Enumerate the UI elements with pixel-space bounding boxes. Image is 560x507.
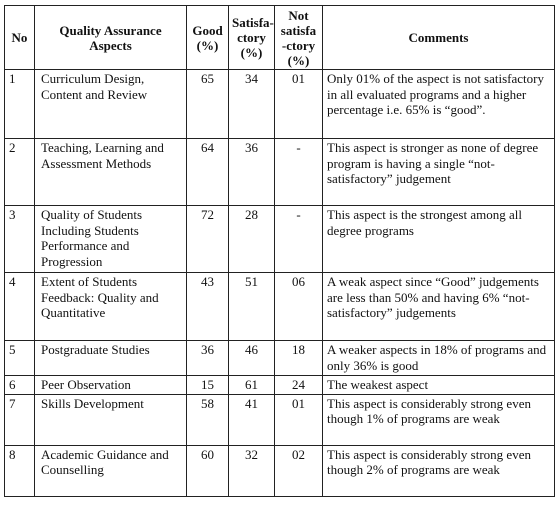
row-comment: This aspect is considerably strong even though 2% of programs are weak xyxy=(323,445,555,496)
row-number: 5 xyxy=(5,341,35,376)
row-comment: Only 01% of the aspect is not satisfactory in all evaluated programs and a higher percentage i.e. 65% is “good”. xyxy=(323,70,555,139)
table-row xyxy=(5,341,555,376)
table-row xyxy=(5,394,555,445)
row-satisfactory: 28 xyxy=(229,206,275,273)
row-good: 58 xyxy=(187,394,229,445)
row-number: 7 xyxy=(5,394,35,445)
row-good: 65 xyxy=(187,70,229,139)
row-aspect: Skills Development xyxy=(35,394,187,445)
row-good: 15 xyxy=(187,376,229,395)
row-good: 64 xyxy=(187,139,229,206)
row-number: 8 xyxy=(5,445,35,496)
header-good: Good (%) xyxy=(187,6,229,70)
row-not-satisfactory: 01 xyxy=(275,70,323,139)
table-header-row xyxy=(5,6,555,70)
row-comment: This aspect is stronger as none of degree program is having a single “not-satisfactory” judgement xyxy=(323,139,555,206)
row-not-satisfactory: 18 xyxy=(275,341,323,376)
row-satisfactory: 32 xyxy=(229,445,275,496)
table-row xyxy=(5,445,555,496)
row-aspect: Curriculum Design, Content and Review xyxy=(35,70,187,139)
row-not-satisfactory: 06 xyxy=(275,273,323,341)
table-row xyxy=(5,376,555,395)
row-satisfactory: 46 xyxy=(229,341,275,376)
row-satisfactory: 51 xyxy=(229,273,275,341)
row-satisfactory: 41 xyxy=(229,394,275,445)
header-no: No xyxy=(5,6,35,70)
table-row xyxy=(5,206,555,273)
row-aspect: Postgraduate Studies xyxy=(35,341,187,376)
row-good: 60 xyxy=(187,445,229,496)
row-comment: A weak aspect since “Good” judgements are less than 50% and having 6% “not-satisfactory” judgements xyxy=(323,273,555,341)
row-comment: A weaker aspects in 18% of programs and only 36% is good xyxy=(323,341,555,376)
row-number: 6 xyxy=(5,376,35,395)
row-number: 1 xyxy=(5,70,35,139)
row-comment: This aspect is considerably strong even though 1% of programs are weak xyxy=(323,394,555,445)
row-aspect: Academic Guidance and Counselling xyxy=(35,445,187,496)
row-aspect: Quality of Students Including Students Performance and Progression xyxy=(35,206,187,273)
row-number: 2 xyxy=(5,139,35,206)
row-good: 72 xyxy=(187,206,229,273)
row-number: 3 xyxy=(5,206,35,273)
header-satisfactory: Satisfa-ctory (%) xyxy=(229,6,275,70)
row-not-satisfactory: - xyxy=(275,206,323,273)
row-aspect: Teaching, Learning and Assessment Methods xyxy=(35,139,187,206)
row-not-satisfactory: 02 xyxy=(275,445,323,496)
header-not-satisfactory: Not satisfa -ctory (%) xyxy=(275,6,323,70)
quality-assurance-table xyxy=(4,5,555,497)
table-row xyxy=(5,139,555,206)
row-satisfactory: 34 xyxy=(229,70,275,139)
table-row xyxy=(5,70,555,139)
row-aspect: Extent of Students Feedback: Quality and Quantitative xyxy=(35,273,187,341)
row-not-satisfactory: 01 xyxy=(275,394,323,445)
row-comment: The weakest aspect xyxy=(323,376,555,395)
row-satisfactory: 36 xyxy=(229,139,275,206)
row-number: 4 xyxy=(5,273,35,341)
row-not-satisfactory: 24 xyxy=(275,376,323,395)
header-comments: Comments xyxy=(323,6,555,70)
row-aspect: Peer Observation xyxy=(35,376,187,395)
table-row xyxy=(5,273,555,341)
row-comment: This aspect is the strongest among all degree programs xyxy=(323,206,555,273)
row-not-satisfactory: - xyxy=(275,139,323,206)
row-good: 43 xyxy=(187,273,229,341)
row-satisfactory: 61 xyxy=(229,376,275,395)
header-aspects: Quality Assurance Aspects xyxy=(35,6,187,70)
row-good: 36 xyxy=(187,341,229,376)
